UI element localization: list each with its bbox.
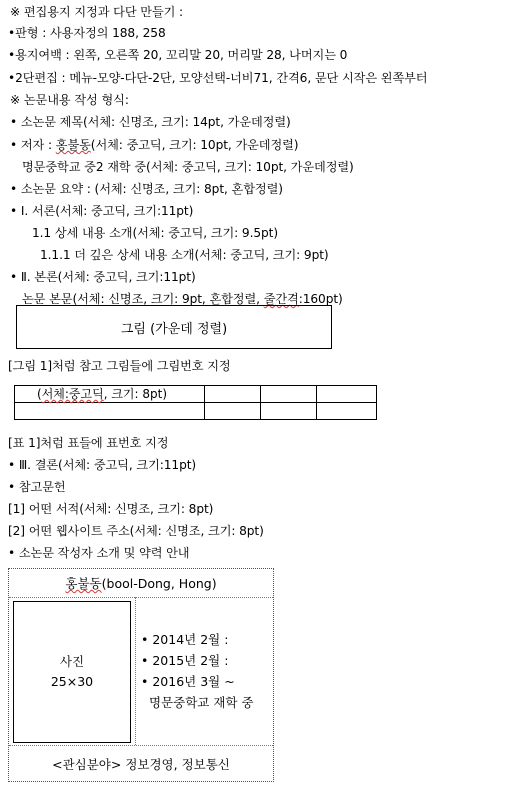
table-cell — [261, 386, 317, 403]
photo-label: 사진 — [59, 654, 85, 669]
body-text-format-line: 논문 본문(서체: 신명조, 크기: 9pt, 혼합정렬, 줄간격:160pt) — [22, 292, 343, 306]
paper-size-line: •판형 : 사용자정의 188, 258 — [8, 26, 166, 40]
subsubsection-format-line: 1.1.1 더 깊은 상세 내용 소개(서체: 중고딕, 크기: 9pt) — [40, 248, 329, 262]
table-cell — [205, 386, 261, 403]
author-name-misspelled: 홍불동 — [55, 138, 91, 152]
intro-format-line: • Ⅰ. 서론(서체: 중고딕, 크기:11pt) — [10, 204, 194, 218]
author-profile-box — [8, 568, 274, 782]
subsection-format-line: 1.1 상세 내용 소개(서체: 중고딕, 크기: 9.5pt) — [32, 226, 278, 240]
profile-name: 홍불동 (bool-Dong, Hong) — [9, 569, 273, 598]
photo-placeholder — [13, 601, 131, 743]
horizontal-divider — [9, 745, 273, 746]
figure-label: 그림 (가운데 정렬) — [120, 321, 228, 337]
photo-size: 25×30 — [50, 674, 94, 689]
two-column-line: •2단편집 : 메뉴-모양-다단-2단, 모양선택-너비71, 간격6, 문단 시작은 왼쪽부터 — [8, 71, 428, 85]
reference-1: [1] 어떤 서적(서체: 신명조, 크기: 8pt) — [8, 502, 214, 516]
body-heading-format-line: • Ⅱ. 본론(서체: 중고딕, 크기:11pt) — [10, 270, 196, 284]
table-row — [15, 403, 377, 420]
line-spacing-misspelled: 줄간격 — [263, 292, 299, 306]
figure-placeholder-box — [16, 305, 332, 349]
figure-caption-line: [그림 1]처럼 참고 그림들에 그림번호 지정 — [8, 359, 231, 373]
table-row — [15, 386, 377, 403]
abstract-format-line: • 소논문 요약 : (서체: 신명조, 크기: 8pt, 혼합정렬) — [10, 182, 283, 196]
interest-field: <관심분야> 정보경영, 정보통신 — [52, 757, 230, 772]
reference-2: [2] 어떤 웹사이트 주소(서체: 신명조, 크기: 8pt) — [8, 524, 264, 538]
conclusion-format-line: • Ⅲ. 결론(서체: 중고딕, 크기:11pt) — [8, 458, 197, 472]
history-note: 명문중학교 재학 중 — [149, 695, 254, 710]
references-heading: • 참고문헌 — [8, 480, 66, 494]
history-item: • 2016년 3월 ~ — [141, 671, 254, 692]
table-cell — [317, 386, 377, 403]
table-cell: (서체:중고딕, 크기: 8pt) — [15, 386, 205, 403]
history-item: • 2014년 2월 : — [141, 629, 254, 650]
table-caption-line: [표 1]처럼 표들에 표번호 지정 — [8, 436, 169, 450]
margin-line: •용지여백 : 왼쪽, 오른쪽 20, 꼬리말 20, 머리말 28, 나머지는 0 — [8, 48, 348, 62]
heading-content-format: ※ 논문내용 작성 형식: — [10, 93, 129, 107]
table-cell — [205, 403, 261, 420]
heading-page-setup: ※ 편집용지 지정과 다단 만들기 : — [10, 5, 184, 19]
table-cell — [317, 403, 377, 420]
author-format-line: • 저자 : 홍불동(서체: 중고딕, 크기: 10pt, 가운데정렬) — [10, 138, 299, 152]
sample-table — [14, 385, 377, 420]
table-cell — [15, 403, 205, 420]
table-cell — [261, 403, 317, 420]
title-format-line: • 소논문 제목(서체: 신명조, 크기: 14pt, 가운데정렬) — [10, 115, 291, 129]
affiliation-format-line: 명문중학교 중2 재학 중(서체: 중고딕, 크기: 10pt, 가운데정렬) — [22, 160, 354, 174]
author-intro-line: • 소논문 작성자 소개 및 약력 안내 — [8, 546, 190, 560]
profile-history — [141, 629, 254, 713]
history-item: • 2015년 2월 : — [141, 650, 254, 671]
vertical-divider — [135, 597, 136, 745]
